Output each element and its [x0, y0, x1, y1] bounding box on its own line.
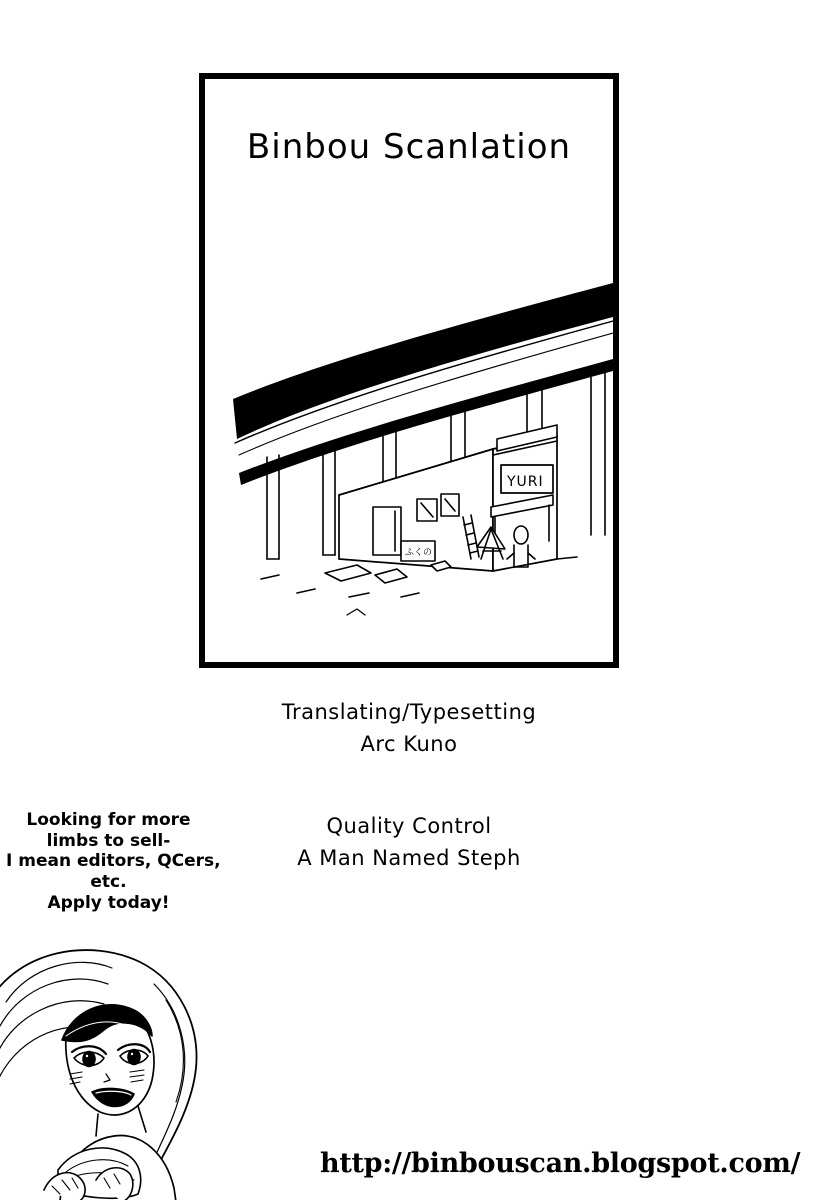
illustration-character — [0, 940, 300, 1200]
svg-text:YURI: YURI — [507, 474, 544, 490]
recruit-line-2: limbs to sell- — [46, 830, 171, 851]
group-title: Binbou Scanlation — [246, 127, 572, 167]
recruitment-message — [6, 810, 221, 914]
credits-frame — [199, 73, 619, 668]
site-url[interactable]: http://binbouscan.blogspot.com/ — [320, 1148, 801, 1179]
illustration-warehouse-scene — [205, 259, 613, 659]
door-placard — [401, 541, 435, 561]
yuri-sign — [501, 465, 553, 493]
svg-text:ふくの: ふくの — [405, 548, 433, 558]
recruit-line-1: Looking for more — [26, 810, 191, 830]
credit-role: Quality Control — [326, 814, 492, 838]
recruit-line-3: I mean editors, QCers, — [6, 851, 221, 872]
credit-entry — [199, 700, 619, 756]
recruit-line-4: etc. — [90, 872, 127, 893]
credit-role: Translating/Typesetting — [281, 700, 537, 724]
credit-name: A Man Named Steph — [297, 846, 521, 870]
credit-entry — [199, 814, 619, 870]
credits-list — [199, 700, 619, 870]
credit-name: Arc Kuno — [360, 732, 458, 756]
recruit-line-5: Apply today! — [47, 892, 170, 913]
